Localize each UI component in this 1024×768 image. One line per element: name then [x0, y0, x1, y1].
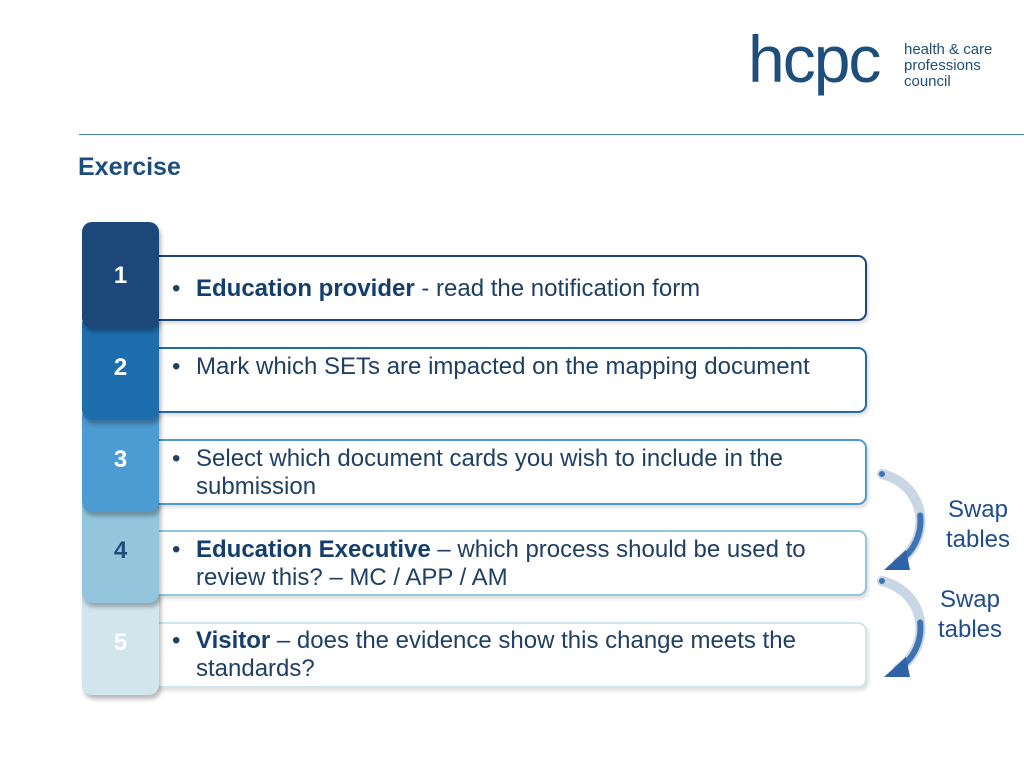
step-1-body: - read the notification form	[414, 275, 701, 302]
logo-line-1: health & care	[904, 41, 993, 58]
step-5-body: – does the evidence show this change meets the standards?	[196, 627, 796, 682]
swap-label-line-2: tables	[937, 616, 1003, 643]
hcpc-logo	[748, 22, 1008, 108]
step-2-number: 2	[113, 354, 128, 381]
step-4-body: – which process should be used to review this? – MC / APP / AM	[196, 536, 806, 591]
swap-tables-label-1	[936, 495, 1020, 555]
logo-text	[904, 42, 992, 90]
bullet: •	[172, 536, 181, 563]
step-4-text	[170, 536, 860, 592]
step-1	[82, 222, 874, 334]
bullet: •	[172, 627, 181, 654]
step-1-bold: Education provider	[196, 275, 415, 302]
step-5-number: 5	[113, 629, 128, 656]
step-3-text	[170, 445, 860, 501]
step-1-number: 1	[113, 262, 128, 289]
step-3-number: 3	[113, 446, 128, 473]
step-2-text	[170, 353, 860, 381]
page-title: Exercise	[78, 153, 181, 181]
step-5-text	[170, 627, 860, 683]
curved-arrow-icon	[876, 573, 936, 685]
step-1-text	[170, 275, 860, 303]
logo-line-3: council	[904, 73, 951, 90]
step-2-body: Mark which SETs are impacted on the mapping document	[196, 353, 810, 380]
swap-label-line-2: tables	[945, 526, 1011, 553]
step-4-number: 4	[113, 537, 128, 564]
logo-mark: hcpc	[748, 22, 880, 96]
step-3-body: Select which document cards you wish to include in the submission	[196, 445, 783, 500]
step-4-bold: Education Executive	[196, 536, 431, 563]
step-5-bold: Visitor	[196, 627, 271, 654]
swap-tables-label-2	[930, 585, 1010, 645]
swap-label-line-1: Swap	[939, 586, 1001, 613]
logo-line-2: professions	[904, 57, 981, 74]
bullet: •	[172, 445, 181, 472]
swap-label-line-1: Swap	[947, 496, 1009, 523]
bullet: •	[172, 353, 181, 380]
header-divider	[79, 134, 1024, 135]
bullet: •	[172, 275, 181, 302]
curved-arrow-icon	[876, 466, 936, 578]
